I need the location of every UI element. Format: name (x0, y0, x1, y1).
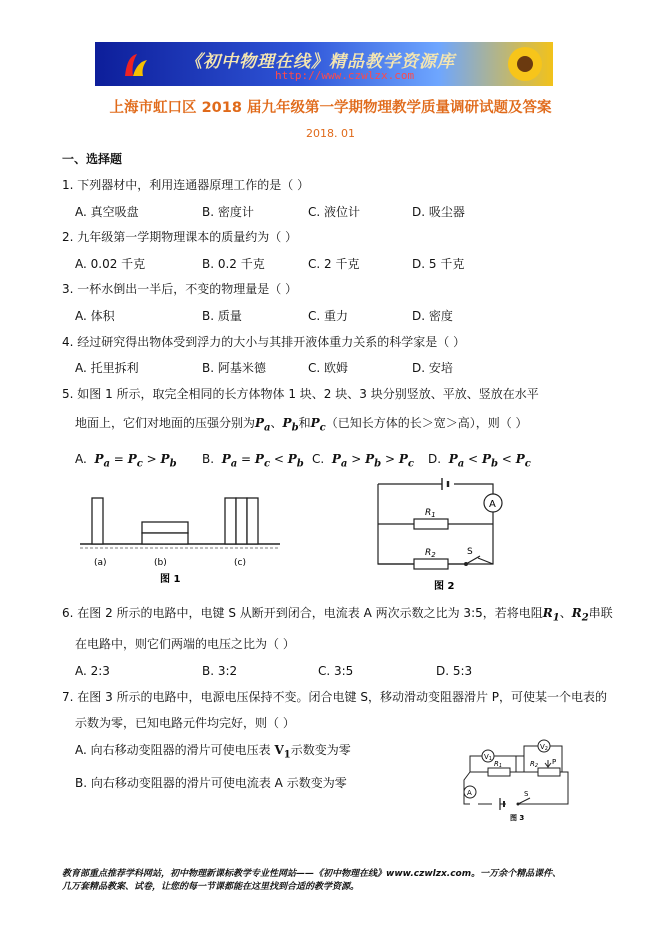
logo-icon (121, 50, 151, 80)
q5-line1: 5. 如图 1 所示，取完全相同的长方体物体 1 块、2 块、3 块分别竖放、平放、竖放在水平 (62, 387, 539, 401)
q4-stem: 4. 经过研究得出物体受到浮力的大小与其排开液体重力关系的科学家是（ ） (62, 335, 466, 349)
banner-title: 《初中物理在线》精品教学资源库 (185, 52, 455, 72)
q7-line1: 7. 在图 3 所示的电路中，电源电压保持不变。闭合电键 S，移动滑动变阻器滑片 P，可使某一个电表的 (62, 690, 608, 704)
q6-line2: 在电路中，则它们两端的电压之比为（ ） (75, 637, 295, 651)
fig2-r2-label: $R_2$ (425, 548, 436, 559)
q2-option-b: B. 0.2 千克 (202, 257, 265, 271)
fig2-switch-label: S (467, 547, 473, 557)
q3-option-a: A. 体积 (75, 309, 115, 323)
block-c (225, 498, 258, 544)
q1-stem: 1. 下列器材中，利用连通器原理工作的是（ ） (62, 178, 310, 192)
footer-line-1: 教育部重点推荐学科网站，初中物理新课标教学专业性网站——《初中物理在线》www.czwlzx.com。一万余个精品课件、 (62, 869, 562, 879)
figure-2 (370, 476, 530, 594)
q7-option-a: A. 向右移动变阻器的滑片可使电压表 $V_1$示数变为零 (75, 743, 351, 761)
q2-option-d: D. 5 千克 (412, 257, 465, 271)
q5-line2: 地面上，它们对地面的压强分别为$P_a$、$P_b$和$P_c$（已知长方体的长＞宽＞高），则（ ） (75, 416, 528, 434)
fig2-caption: 图 2 (434, 581, 455, 592)
page-date: 2018. 01 (306, 127, 355, 140)
resistor-r1 (414, 519, 448, 529)
slider-arrow-icon (545, 760, 551, 767)
q2-option-a: A. 0.02 千克 (75, 257, 146, 271)
q1-option-a: A. 真空吸盘 (75, 205, 139, 219)
figure-1 (80, 492, 280, 587)
q5-option-b: B. $P_a = P_c < P_b$ (202, 452, 304, 470)
q6-option-c: C. 3:5 (318, 664, 354, 678)
fig1-label-c: (c) (234, 558, 246, 568)
rheostat-r2 (538, 768, 560, 776)
footer-line-2: 几万套精品教案、试卷，让您的每一节课都能在这里找到合适的教学资源。 (62, 882, 360, 892)
q6-line1: 6. 在图 2 所示的电路中，电键 S 从断开到闭合，电流表 A 两次示数之比为 3:5，若将电阻$R_1$、$R_2$串联 (62, 606, 613, 624)
fig3-p-label: P (552, 758, 557, 766)
q1-option-d: D. 吸尘器 (412, 205, 465, 219)
fig2-ammeter-label: A (489, 499, 496, 510)
fig3-r1-label: R1 (494, 760, 503, 769)
resistor-r2 (414, 559, 448, 569)
page-title: 上海市虹口区 2018 届九年级第一学期物理教学质量调研试题及答案 (109, 100, 552, 116)
q1-option-c: C. 液位计 (308, 205, 361, 219)
fig1-label-b: (b) (154, 558, 167, 568)
q5-option-c: C. $P_a > P_b > P_c$ (312, 452, 414, 470)
fig3-v1-label: V1 (484, 753, 492, 762)
q3-option-b: B. 质量 (202, 309, 242, 323)
q6-option-b: B. 3:2 (202, 664, 238, 678)
fig3-r2-label: R2 (530, 760, 539, 769)
fig1-caption: 图 1 (160, 574, 181, 585)
section-heading: 一、选择题 (62, 152, 123, 166)
q3-option-d: D. 密度 (412, 309, 453, 323)
figure-3 (458, 732, 584, 824)
sunflower-icon (503, 44, 547, 84)
block-b (142, 522, 188, 544)
q2-option-c: C. 2 千克 (308, 257, 360, 271)
resistor-r1 (488, 768, 510, 776)
q6-option-d: D. 5:3 (436, 664, 473, 678)
q4-option-d: D. 安培 (412, 361, 453, 375)
q4-option-c: C. 欧姆 (308, 361, 349, 375)
fig3-s-label: S (524, 790, 529, 798)
fig2-r1-label: $R_1$ (425, 508, 436, 519)
fig1-label-a: (a) (94, 558, 107, 568)
q6-option-a: A. 2:3 (75, 664, 110, 678)
q4-option-b: B. 阿基米德 (202, 361, 266, 375)
q7-option-b: B. 向右移动变阻器的滑片可使电流表 A 示数变为零 (75, 776, 347, 790)
q5-option-a: A. $P_a = P_c > P_b$ (75, 452, 177, 470)
fig3-a-label: A (467, 789, 472, 797)
q4-option-a: A. 托里拆利 (75, 361, 139, 375)
q5-option-d: D. $P_a < P_b < P_c$ (428, 452, 531, 470)
q3-stem: 3. 一杯水倒出一半后，不变的物理量是（ ） (62, 282, 298, 296)
fig3-v2-label: V2 (540, 743, 548, 752)
q2-stem: 2. 九年级第一学期物理课本的质量约为（ ） (62, 230, 298, 244)
battery-icon (442, 478, 448, 490)
q3-option-c: C. 重力 (308, 309, 349, 323)
q1-option-b: B. 密度计 (202, 205, 254, 219)
block-a (92, 498, 103, 544)
banner-url[interactable]: http://www.czwlzx.com (275, 69, 415, 82)
q7-line2: 示数为零，已知电路元件均完好，则（ ） (75, 716, 295, 730)
fig3-caption: 图 3 (510, 814, 525, 822)
header-banner (95, 42, 553, 86)
